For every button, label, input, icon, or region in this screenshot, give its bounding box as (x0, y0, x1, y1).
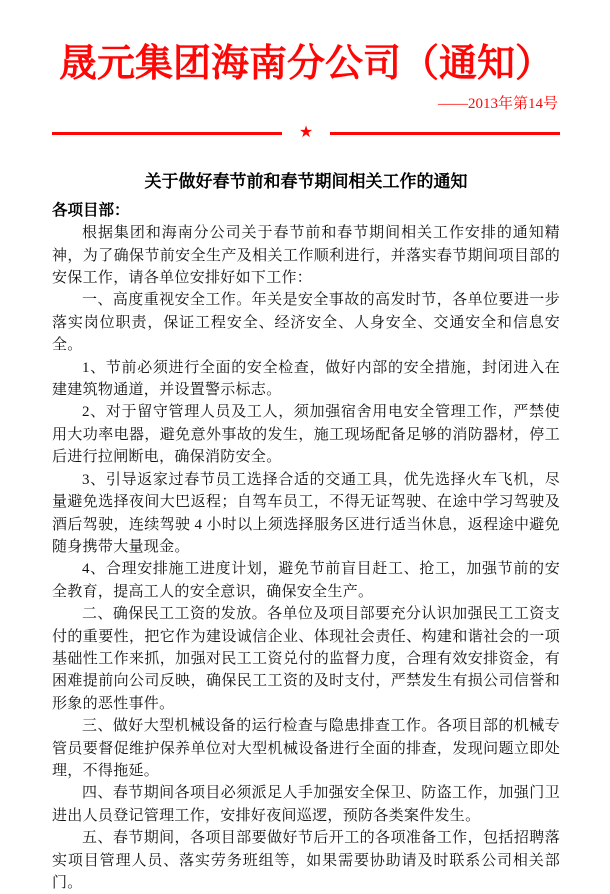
body-paragraph: 三、做好大型机械设备的运行检查与隐患排查工作。各项目部的机械专管员要督促维护保养单位对大型机械设备进行全面的排查，发现问题立即处理，不得拖延。 (52, 718, 560, 779)
body-paragraph: 四、春节期间各项目必须派足人手加强安全保卫、防盗工作，加强门卫进出人员登记管理工作，安排好夜间巡逻，预防各类案件发生。 (52, 785, 560, 824)
body-paragraph: 五、春节期间，各项目部要做好节后开工的各项准备工作，包括招聘落实项目管理人员、落实劳务班组等，如果需要协助请及时联系公司相关部门。 (52, 830, 560, 892)
notice-title: 关于做好春节前和春节期间相关工作的通知 (144, 171, 468, 191)
body-paragraph: 2、对于留守管理人员及工人，须加强宿舍用电安全管理工作，严禁使用大功率电器，避免意外事故的发生，施工现场配备足够的消防器材，停工后进行拉闸断电，确保消防安全。 (52, 404, 560, 466)
star-icon: ★ (298, 123, 314, 141)
body-paragraph: 3、引导返家过春节员工选择合适的交通工具，优先选择火车飞机，尽量避免选择夜间大巴返程；自驾车员工，不得无证驾驶、在途中学习驾驶及酒后驾驶，连续驾驶 4 小时以上须选择服务区进行适当休息，返程途中避免随身携带大量现金。 (52, 471, 560, 555)
body-paragraph: 1、节前必须进行全面的安全检查，做好内部的安全措施，封闭进入在建建筑物通道，并设置警示标志。 (52, 359, 560, 399)
divider-line-left (52, 132, 282, 135)
masthead-divider (52, 123, 560, 142)
body-paragraph: 4、合理安排施工进度计划，避免节前盲目赶工、抢工，加强节前的安全教育，提高工人的安全意识，确保安全生产。 (52, 561, 560, 600)
body-paragraph: 二、确保民工工资的发放。各单位及项目部要充分认识加强民工工资支付的重要性，把它作为建设诚信企业、体现社会责任、构建和谐社会的一项基础性工作来抓，加强对民工工资兑付的监督力度，合理有效安排资金，有困难提前向公司反映，确保民工工资的及时支付，严禁发生有损公司信誉和形象的恶性事件。 (52, 606, 560, 712)
body-paragraph: 一、高度重视安全工作。年关是安全事故的高发时节，各单位要进一步落实岗位职责，保证工程安全、经济安全、人身安全、交通安全和信息安全。 (52, 292, 560, 354)
salutation: 各项目部： (52, 201, 130, 219)
divider-line-right (330, 132, 560, 135)
body-paragraph: 根据集团和海南分公司关于春节前和春节期间相关工作安排的通知精神，为了确保节前安全生产及相关工作顺利进行，并落实春节期间项目部的安保工作，请各单位安排好如下工作： (52, 225, 560, 287)
notice-body (52, 200, 560, 894)
company-masthead-title: 晟元集团海南分公司（通知） (58, 43, 553, 85)
doc-number: ——2013年第14号 (437, 95, 558, 112)
